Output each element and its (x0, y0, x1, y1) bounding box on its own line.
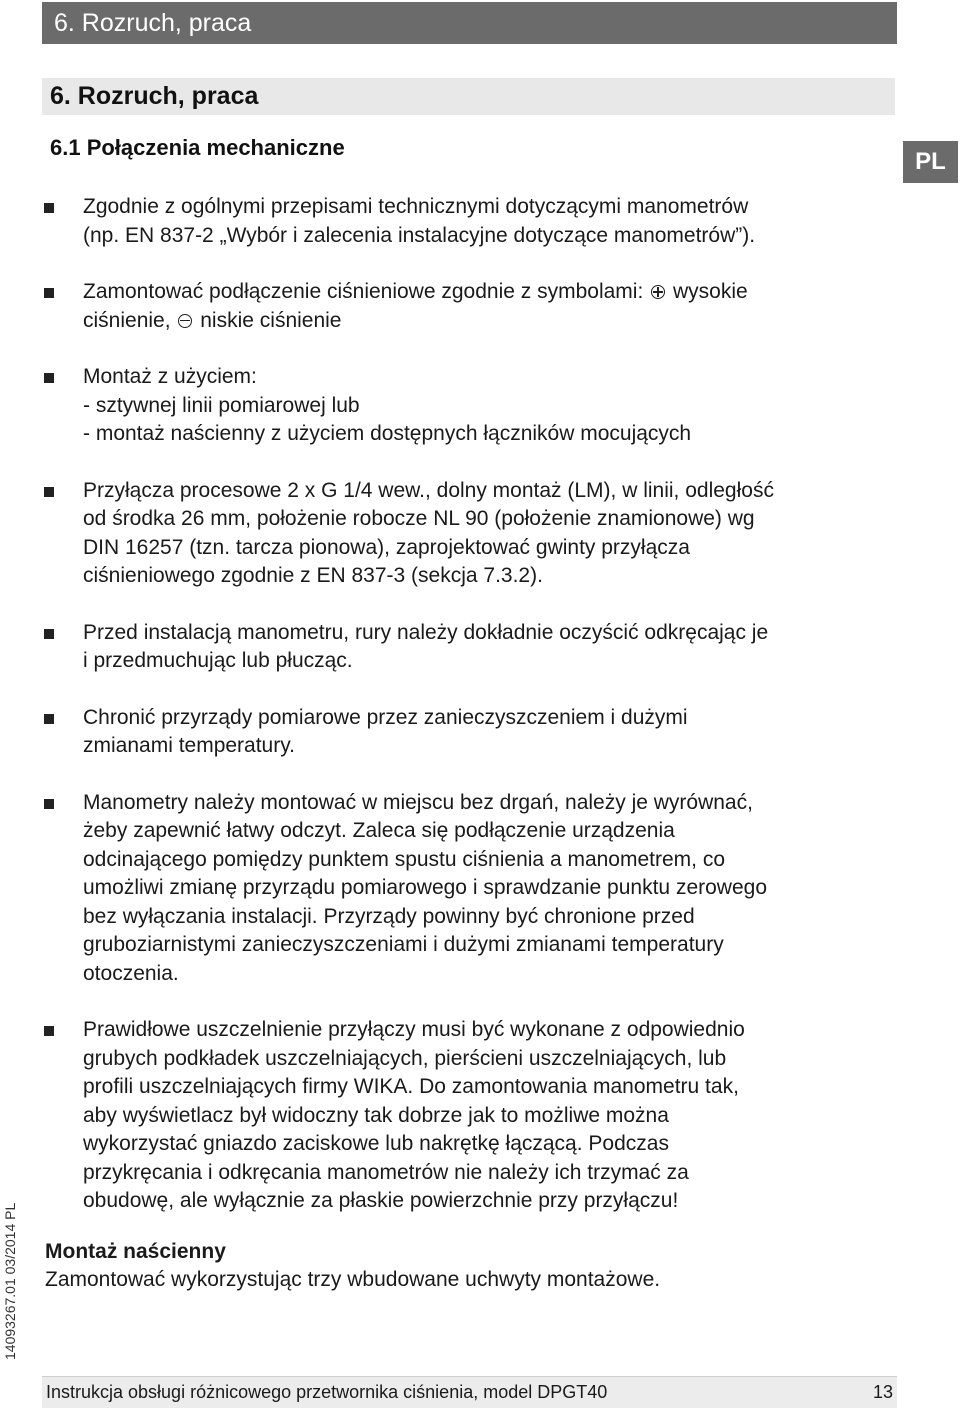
list-item (44, 363, 894, 449)
footer-bar (42, 1376, 897, 1408)
text-line: Przyłącza procesowe 2 x G 1/4 wew., dolny montaż (LM), w linii, odległość (83, 478, 774, 502)
top-banner-title: 6. Rozruch, praca (42, 2, 897, 44)
text-line (83, 278, 894, 307)
text-line: aby wyświetlacz był widoczny tak dobrze jak to możliwe można (83, 1103, 669, 1127)
bullet-square-icon (44, 487, 54, 497)
list-item (44, 789, 894, 989)
text-line: Prawidłowe uszczelnienie przyłączy musi być wykonane z odpowiednio (83, 1018, 745, 1041)
bullet-square-icon (44, 373, 54, 383)
text-line: Manometry należy montować w miejscu bez drgań, należy je wyrównać, (83, 790, 753, 814)
symbols-intro: Zamontować podłączenie ciśnieniowe zgodnie z symbolami: (83, 280, 644, 303)
low-label: niskie ciśnienie (200, 308, 342, 332)
text-line: Chronić przyrządy pomiarowe przez zanieczyszczeniem i dużymi (83, 705, 688, 729)
text-line: Montaż z użyciem: (83, 365, 257, 388)
text-line: ciśnieniowego zgodnie z EN 837-3 (sekcja 7.3.2). (83, 564, 543, 587)
list-item (44, 477, 894, 591)
text-line: przykręcania i odkręcania manometrów nie należy ich trzymać za (83, 1160, 689, 1184)
text-line: odcinającego pomiędzy punktem spustu ciśnienia a manometrem, co (83, 847, 726, 871)
low-pressure-symbol-icon (178, 314, 192, 328)
high-label: wysokie (672, 280, 748, 303)
bullet-square-icon (44, 799, 54, 809)
language-tab: PL (903, 141, 958, 183)
instructions-list (44, 193, 894, 1244)
text-line: Przed instalacją manometru, rury należy dokładnie oczyścić odkręcając je (83, 620, 769, 644)
text-line: umożliwi zmianę przyrządu pomiarowego i sprawdzanie punktu zerowego (83, 876, 767, 899)
bullet-square-icon (44, 203, 54, 213)
list-item (44, 278, 894, 335)
text-line: bez wyłączania instalacji. Przyrządy powinny być chronione przed (83, 904, 695, 928)
text-line: żeby zapewnić łatwy odczyt. Zaleca się podłączenie urządzenia (83, 819, 675, 842)
text-line (83, 307, 894, 336)
bullet-square-icon (44, 288, 54, 298)
list-item (44, 1016, 894, 1216)
text-line: - montaż naścienny z użyciem dostępnych łączników mocujących (83, 422, 692, 445)
list-item (44, 193, 894, 250)
bullet-square-icon (44, 629, 54, 639)
subsection-title: 6.1 Połączenia mechaniczne (50, 135, 345, 160)
text-line: DIN 16257 (tzn. tarcza pionowa), zaprojektować gwinty przyłącza (83, 535, 690, 559)
wall-mount-heading: Montaż naścienny (45, 1240, 226, 1263)
text-line: od środka 26 mm, położenie robocze NL 90 (położenie znamionowe) wg (83, 507, 755, 530)
footer-text: Instrukcja obsługi różnicowego przetwornika ciśnienia, model DPGT40 (46, 1382, 608, 1402)
text-line: wykorzystać gniazdo zaciskowe lub nakrętkę łączącą. Podczas (83, 1132, 669, 1155)
text-line: grubych podkładek uszczelniających, pierścieni uszczelniających, lub (83, 1046, 727, 1070)
text-line: profili uszczelniających firmy WIKA. Do zamontowania manometru tak, (83, 1075, 739, 1098)
wall-mount-text: Zamontować wykorzystując trzy wbudowane uchwyty montażowe. (45, 1268, 661, 1291)
text-line: obudowę, ale wyłącznie za płaskie powierzchnie przy przyłączu! (83, 1189, 679, 1212)
text-line: - sztywnej linii pomiarowej lub (83, 393, 360, 417)
text-line: zmianami temperatury. (83, 734, 296, 757)
text-line: Zgodnie z ogólnymi przepisami technicznymi dotyczącymi manometrów (83, 195, 749, 218)
document-code: 14093267.01 03/2014 PL (2, 1202, 18, 1360)
text-line: gruboziarnistymi zanieczyszczeniami i dużymi zmianami temperatury (83, 933, 724, 956)
text-line: (np. EN 837-2 „Wybór i zalecenia instalacyjne dotyczące manometrów”). (83, 223, 756, 247)
list-item (44, 704, 894, 761)
list-item (44, 619, 894, 676)
page-number: 13 (872, 1382, 893, 1402)
text-line: i przedmuchując lub płucząc. (83, 649, 353, 672)
section-title: 6. Rozruch, praca (42, 78, 895, 115)
high-label-cont: ciśnienie, (83, 308, 171, 332)
high-pressure-symbol-icon (651, 285, 665, 299)
bullet-square-icon (44, 1026, 54, 1036)
text-line: otoczenia. (83, 961, 179, 985)
bullet-square-icon (44, 714, 54, 724)
